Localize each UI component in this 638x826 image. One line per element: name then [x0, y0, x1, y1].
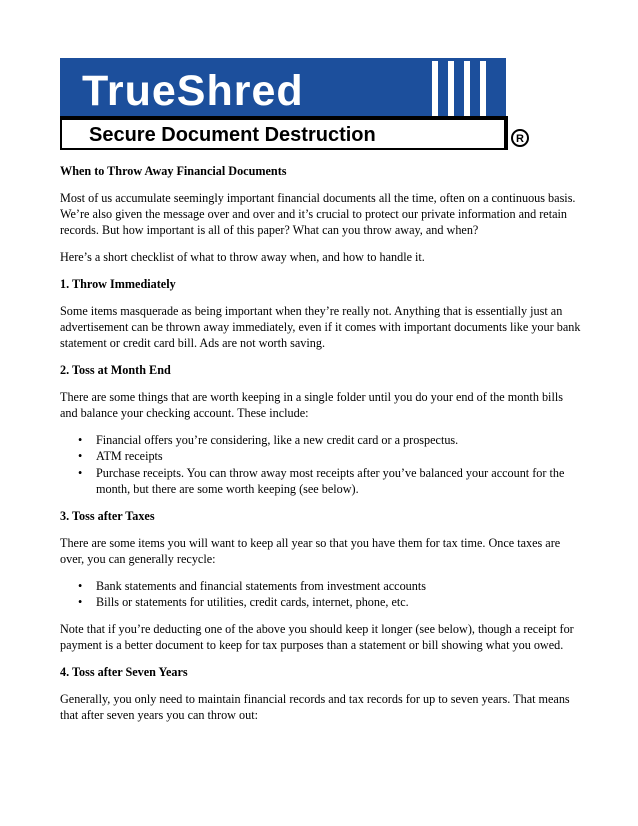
registered-mark-text: R — [516, 133, 524, 145]
section-body-after-taxes: There are some items you will want to keep all year so that you have them for tax time. Once taxes are over, you can generally recycle: — [60, 535, 561, 566]
after-taxes-list — [60, 578, 582, 611]
logo-stripe — [480, 61, 486, 117]
month-end-list — [60, 432, 582, 497]
article — [60, 163, 582, 734]
list-item: • Bills or statements for utilities, credit cards, internet, phone, etc. — [96, 594, 582, 610]
checklist-intro: Here’s a short checklist of what to throw away when, and how to handle it. — [60, 250, 425, 265]
section-body-throw-immediately: Some items masquerade as being important when they’re really not. Anything that is essentially just an advertisement can be thrown away immediately, even if it comes with important documents like your bank statement or credit card bill. Ads are not worth saving. — [60, 303, 581, 351]
logo-graphic — [60, 58, 538, 150]
logo-stripe — [448, 61, 454, 117]
after-taxes-note: Note that if you’re deducting one of the above you should keep it longer (see below), though a receipt for payment is a better document to keep for tax purposes than a statement or bill showing what you owed. — [60, 621, 574, 653]
logo-stripe — [432, 61, 438, 117]
article-title: When to Throw Away Financial Documents — [60, 164, 287, 178]
trueshred-logo — [60, 58, 538, 150]
section-heading-seven-years: 4. Toss after Seven Years — [60, 664, 188, 679]
logo-stripe — [464, 61, 470, 117]
section-body-seven-years: Generally, you only need to maintain financial records and tax records for up to seven years. That means that after seven years you can throw out: — [60, 691, 570, 722]
logo-tagline-text: Secure Document Destruction — [89, 124, 376, 146]
list-item: • Financial offers you’re considering, like a new credit card or a prospectus. — [96, 432, 582, 448]
section-heading-after-taxes: 3. Toss after Taxes — [60, 508, 155, 523]
logo-brand-text: TrueShred — [82, 67, 304, 115]
section-body-month-end: There are some things that are worth keeping in a single folder until you do your end of the month bills and balance your checking account. These include: — [60, 389, 563, 421]
list-item: • ATM receipts — [96, 448, 582, 464]
list-item: • Purchase receipts. You can throw away most receipts after you’ve balanced your account for the month, but there are some worth keeping (see below). — [96, 465, 582, 498]
list-item: • Bank statements and financial statements from investment accounts — [96, 578, 582, 594]
section-heading-month-end: 2. Toss at Month End — [60, 363, 171, 378]
article-intro: Most of us accumulate seemingly important financial documents all the time, often on a continuous basis. We’re also given the message over and over and it’s crucial to protect our private information and retain records. But how important is all of this paper? What can you throw away, and when? — [60, 190, 576, 238]
section-heading-throw-immediately: 1. Throw Immediately — [60, 276, 176, 291]
